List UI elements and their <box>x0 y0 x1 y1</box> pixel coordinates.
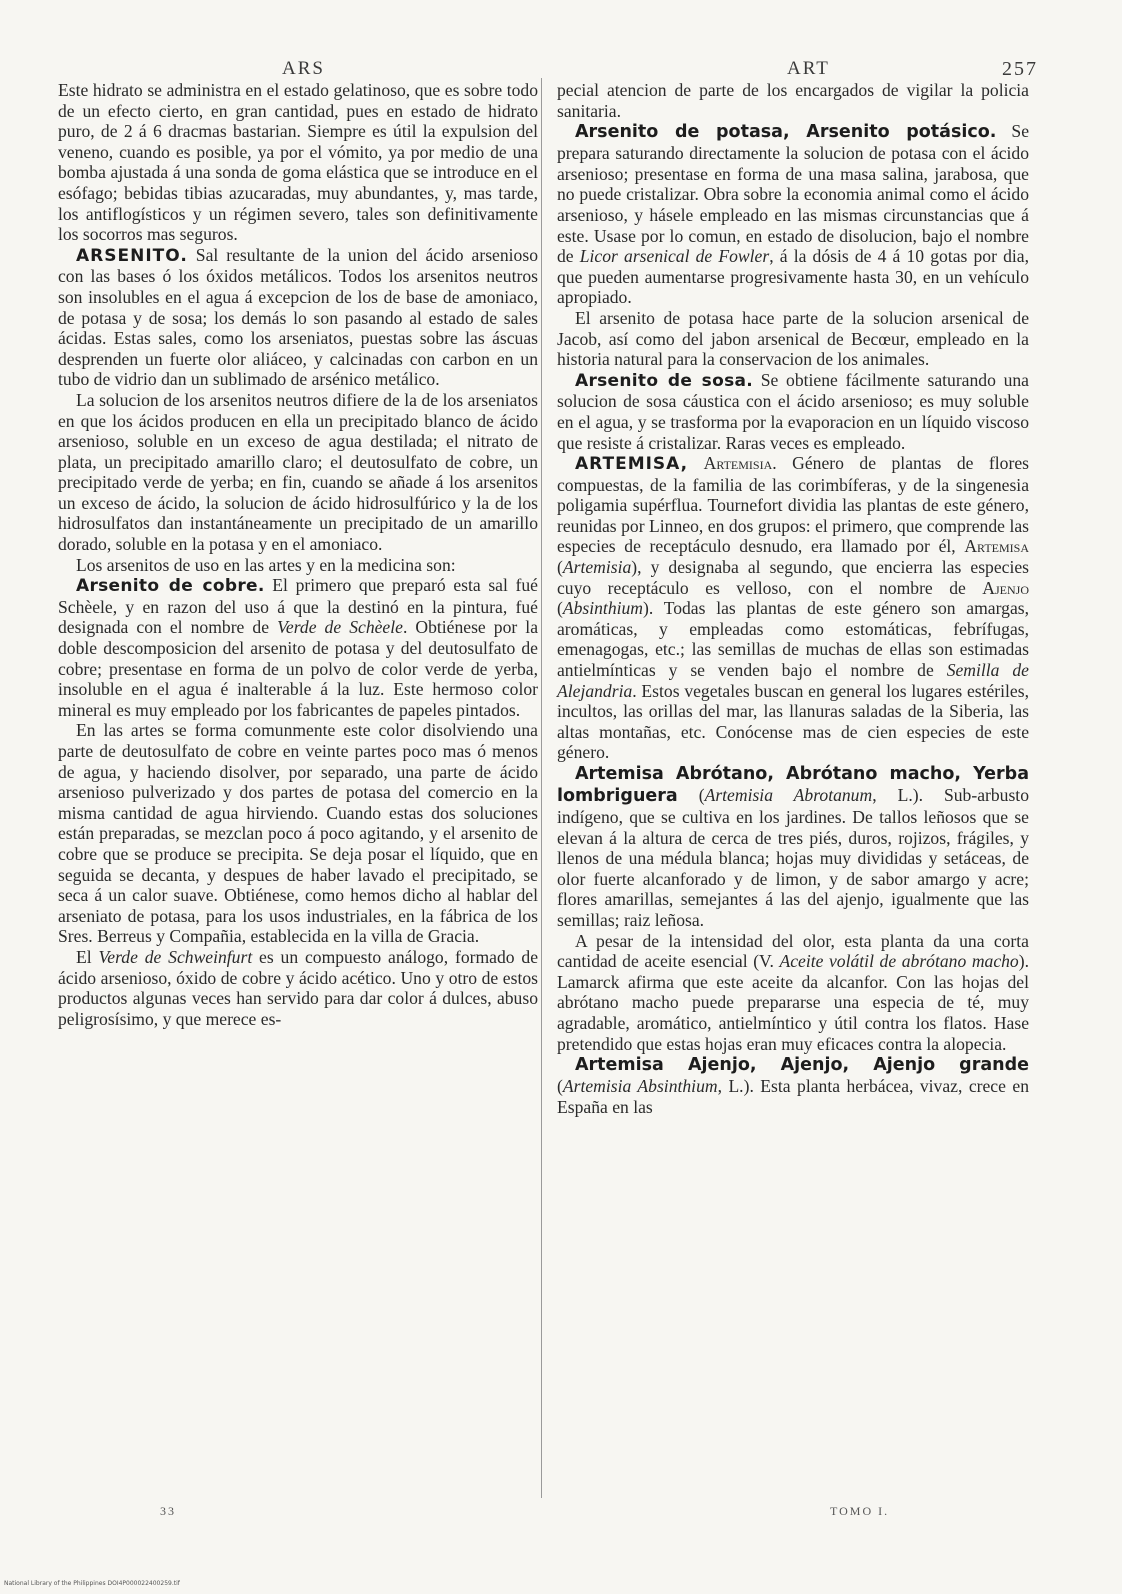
latin-name: Artemisia <box>703 453 773 474</box>
italic-term: Artemisia Absinthium <box>562 1076 718 1097</box>
right-column <box>557 80 1029 1117</box>
italic-term: Semilla de Alejandria <box>557 660 1029 701</box>
entry-text: . Género de plantas de flores compuestas, de la familia de las corimbíferas, y de la singenesia poligamia supérflua. Tournefort dividia las plantas de este género, reunidas por Linneo, en dos grupos: el primero, que comprende las especies de receptáculo desnudo, era llamado por él, <box>557 453 1029 557</box>
italic-term: Verde de Schèele <box>277 617 403 638</box>
paragraph-jacob: El arsenito de potasa hace parte de la solucion arsenical de Jacob, así como del jabon arsenical de Becœur, empleado en la historia natural para la conservacion de los animales. <box>557 307 1029 370</box>
italic-term: Artemisia <box>562 557 632 578</box>
headword-artemisa-abrotano: Artemisa Abrótano, Abrótano macho, Yerba lombriguera <box>557 764 1029 806</box>
italic-term: Artemisia Abrotanum <box>704 785 873 805</box>
page-number: 257 <box>1002 58 1038 80</box>
signature-mark: 33 <box>160 1504 176 1518</box>
italic-term: Verde de Schweinfurt <box>98 946 253 967</box>
entry-artemisa-ajenjo <box>557 1054 1029 1117</box>
entry-text: , L.). Sub-arbusto indígeno, que se cultiva en los jardines. De tallos leñosos que se elevan á la altura de cerca de tres piés, duros, rojizos, frágiles, y llenos de una médula blanca; hojas muy divididas y setáceas, de olor fuerte alcanforado y de limon, y de sabor amargo y acre; flores amarillas, semejantes á las del ajenjo, igualmente que las semillas; raiz leñosa. <box>557 785 1029 930</box>
headword-arsenito-potasa: Arsenito de potasa, Arsenito potásico. <box>575 122 997 143</box>
entry-arsenito <box>58 245 538 390</box>
paragraph-schweinfurt <box>58 947 538 1029</box>
scan-watermark: National Library of the Philippines DOI4P000022400259.tif <box>4 1580 180 1587</box>
entry-artemisa-abrotano <box>557 763 1029 931</box>
entry-arsenito-sosa <box>557 370 1029 453</box>
entry-text: Se prepara saturando directamente la solucion de potasa con el ácido arsenioso; presentase en forma de una masa salina, jarabosa, que no puede cristalizar. Obra sobre la economia animal como el ácido arsenioso, y hásele empleado en las mismas circunstancias que á este. Usase por lo comun, en estado de disolucion, bajo el nombre de <box>557 121 1029 267</box>
italic-term: Licor arsenical de Fowler <box>579 246 770 267</box>
entry-text: ( <box>677 785 705 805</box>
entry-text: , á la dósis de 4 á 10 gotas por dia, que pueden aumentarse progresivamente hasta 30, en un vehículo apropiado. <box>557 246 1029 308</box>
entry-arsenito-potasa <box>557 121 1029 308</box>
entry-text: ( <box>557 557 563 578</box>
headword-artemisa: ARTEMISA, <box>575 454 689 475</box>
small-caps-term: Ajenjo <box>982 577 1029 598</box>
paragraph-continuation: pecial atencion de parte de los encargados de vigilar la policia sanitaria. <box>557 80 1029 121</box>
italic-term: Absinthium <box>562 598 644 619</box>
paragraph-artes: En las artes se forma comunmente este color disolviendo una parte de deutosulfato de cobre en veinte partes poco mas ó menos de agua, y haciendo disolver, por separado, una parte de ácido arsenioso pulverizado y dos partes de potasa del comercio en la misma cantidad de agua hirviendo. Cuando estas dos soluciones están preparadas, se mezclan poco á poco agitando, y el arsenito de cobre que se produce se precipita. Se deja posar el líquido, que en seguida se decanta, y despues de haber lavado el precipitado, se seca á un calor suave. Obtiénese, como hemos dicho al hablar del arseniato de potasa, para los usos industriales, en la fábrica de los Sres. Berreus y Compañia, establecida en la villa de Gracia. <box>58 720 538 947</box>
entry-artemisa <box>557 453 1029 763</box>
paragraph-solucion: La solucion de los arsenitos neutros difiere de la de los arseniatos en que los ácidos producen en ella un precipitado blanco de ácido arsenioso, soluble en un exceso de agua destilada; el nitrato de plata, un precipitado amarillo claro; el deutosulfato de cobre, un precipitado verde de yerba; en fin, cuando se añade á los arsenitos un exceso de ácido, la solucion de ácido hidrosulfúrico y la de los hidrosulfatos dan instantáneamente un precipitado de un amarillo dorado, soluble en la potasa y en el amoniaco. <box>58 389 538 555</box>
headword-arsenito-sosa: Arsenito de sosa. <box>575 370 754 391</box>
italic-term: Aceite volátil de abrótano macho <box>779 951 1019 972</box>
entry-text: ). Todas las plantas de este género son amargas, aromáticas, y empleadas como estomáticas, febrífugas, emenagogas, etc.; las semillas de muchas de ellas son estimadas antielmínticas y se venden bajo el nombre de <box>557 598 1029 681</box>
entry-text: , L.). Esta planta herbácea, vivaz, crece en España en las <box>557 1076 1029 1117</box>
left-column <box>58 80 538 1029</box>
entry-arsenito-cobre <box>58 575 538 720</box>
headword-arsenito: ARSENITO. <box>76 245 188 266</box>
entry-text: Se obtiene fácilmente saturando una solucion de sosa cáustica con el ácido arsenioso; es muy soluble en el agua, y se trasforma por la evaporacion en un líquido viscoso que resiste á cristalizar. Raras veces es empleado. <box>557 369 1029 453</box>
entry-text: Sal resultante de la union del ácido arsenioso con las bases ó los óxidos metálicos. Todos los arsenitos neutros son insolubles en el agua á excepcion de los de base de amoniaco, de potasa y de sosa; los demás lo son pasando al estado de sales ácidas. Estas sales, como los arseniatos, puestas sobre las áscuas desprenden un fuerte olor aliáceo, y calcinadas con carbon en un tubo de vidrio dan un sublimado de arsénico metálico. <box>58 244 538 390</box>
paragraph-hidrato: Este hidrato se administra en el estado gelatinoso, que es sobre todo de un efecto cierto, en gran cantidad, pues en estado de hidrato puro, de 2 á 6 dracmas bastarian. Siempre es útil la expulsion del veneno, cuando es posible, ya por el vómito, ya por medio de una bomba ajustada á una sonda de goma elástica que se introduce en el esófago; bebidas tibias azucaradas, muy abundantes, y, mas tarde, los antiflogísticos y un régimen severo, tales son definitivamente los socorros mas seguros. <box>58 80 538 245</box>
entry-text: ( <box>557 598 563 619</box>
running-head-left: ARS <box>282 58 325 79</box>
volume-label: TOMO I. <box>830 1504 890 1518</box>
small-caps-term: Artemisa <box>964 536 1029 557</box>
entry-text: . Estos vegetales buscan en general los lugares estériles, incultos, las orillas del mar, las llanuras saladas de la Siberia, las altas montañas, etc. Conócense mas de cien especies de este género. <box>557 680 1029 763</box>
headword-artemisa-ajenjo: Artemisa Ajenjo, Ajenjo, Ajenjo grande <box>575 1055 1029 1076</box>
entry-text: ), y designaba al segundo, que encierra las especies cuyo receptáculo es velloso, con el nombre de <box>557 557 1029 598</box>
entry-text: El primero que preparó esta sal fué Schèele, y en razon del uso á que la destinó en la pintura, fué designada con el nombre de <box>58 575 538 638</box>
entry-text: ( <box>557 1076 563 1097</box>
entry-text: es un compuesto análogo, formado de ácido arsenioso, óxido de cobre y ácido acético. Uno y otro de estos productos algunas veces han servido para dar color á dulces, abuso peligrosísimo, y que merece es- <box>58 946 538 1029</box>
entry-text: A pesar de la intensidad del olor, esta planta da una corta cantidad de aceite esencial (V. <box>557 930 1029 972</box>
entry-text: El <box>76 946 99 967</box>
headword-arsenito-cobre: Arsenito de cobre. <box>76 576 265 597</box>
running-head-right: ART <box>787 58 830 79</box>
paragraph-aceite <box>557 931 1029 1055</box>
entry-text: ). Lamarck afirma que este aceite da alcanfor. Con las hojas del abrótano macho puede prepararse una especia de té, muy agradable, aromático, antielmíntico y útil contra los flatos. Hase pretendido que estas hojas eran muy eficaces contra la alopecia. <box>557 951 1029 1054</box>
entry-text: . Obtiénese por la doble descomposicion del arsenito de potasa y del deutosulfato de cobre; presentase en forma de un polvo de color verde de yerba, insoluble en el agua é inalterable á la luz. Este hermoso color mineral es muy empleado por los fabricantes de papeles pintados. <box>58 617 539 720</box>
paragraph-usos: Los arsenitos de uso en las artes y en la medicina son: <box>76 554 456 575</box>
column-divider <box>541 78 542 1498</box>
